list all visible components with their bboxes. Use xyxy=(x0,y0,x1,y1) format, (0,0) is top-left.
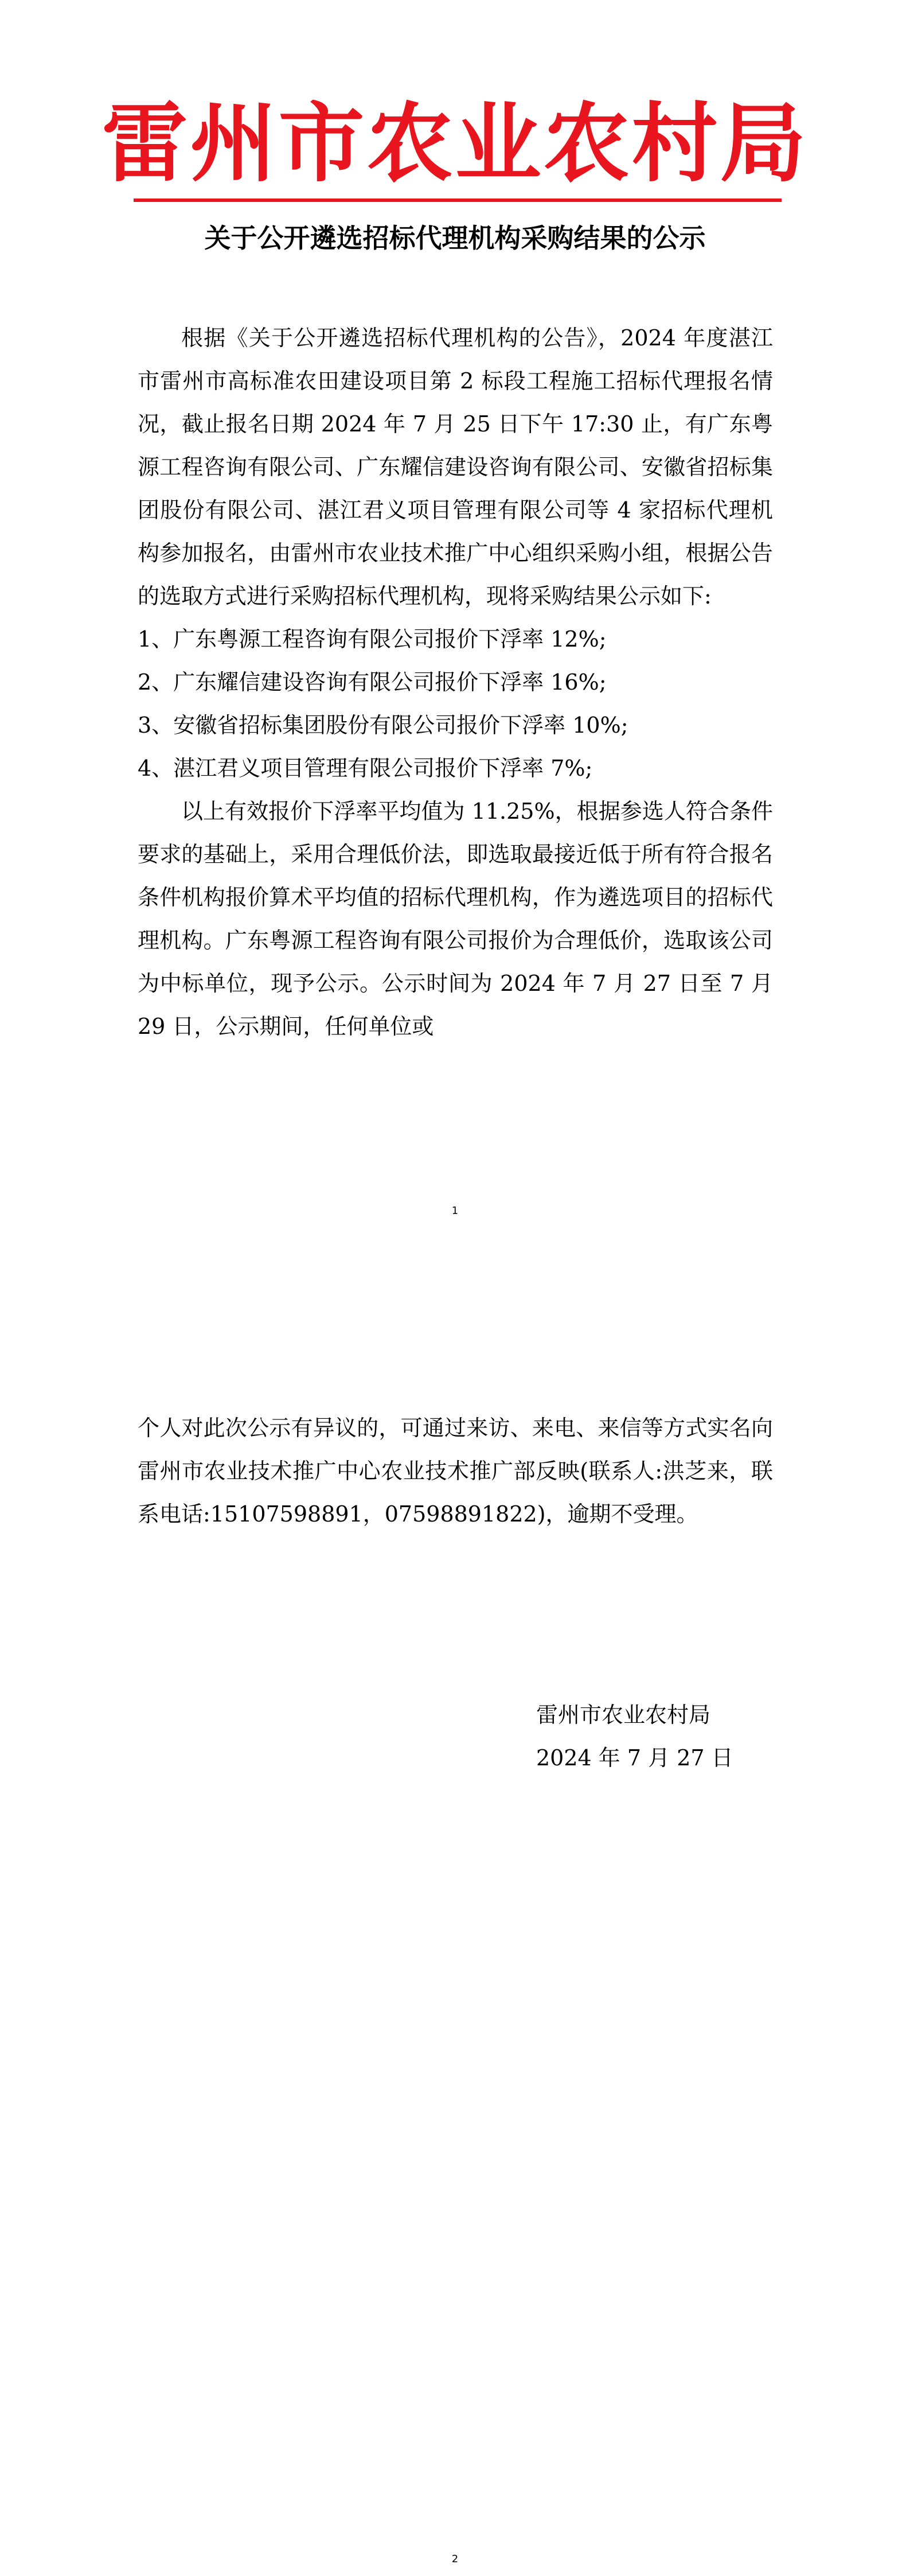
document-page-2 xyxy=(0,1297,910,2576)
signature-date: 2024 年 7 月 27 日 xyxy=(536,1745,733,1770)
signature-organization: 雷州市农业农村局 xyxy=(536,1702,711,1727)
continuation-paragraph: 个人对此次公示有异议的，可通过来访、来电、来信等方式实名向雷州市农业技术推广中心农业技术推广部反映(联系人:洪芝来，联系电话:15107598891，07598891822)，逾期不受理。 xyxy=(138,1415,773,1527)
notice-body-continued xyxy=(138,1407,773,1536)
result-item-2: 2、广东耀信建设咨询有限公司报价下浮率 16%; xyxy=(138,670,607,695)
conclusion-paragraph: 以上有效报价下浮率平均值为 11.25%，根据参选人符合条件要求的基础上，采用合理低价法，即选取最接近低于所有符合报名条件机构报价算术平均值的招标代理机构，作为遴选项目的招标代理机构。广东粤源工程咨询有限公司报价为合理低价，选取该公司为中标单位，现予公示。公示时间为 2024 年 7 月 27 日至 7 月 29 日，公示期间，任何单位或 xyxy=(138,799,773,1039)
page-number-2: 2 xyxy=(451,2553,459,2565)
intro-paragraph: 根据《关于公开遴选招标代理机构的公告》，2024 年度湛江市雷州市高标准农田建设项目第 2 标段工程施工招标代理报名情况，截止报名日期 2024 年 7 月 25 日下午 17:30 止，有广东粤源工程咨询有限公司、广东耀信建设咨询有限公司、安徽省招标集团股份有限公司、湛江君义项目管理有限公司等 4 家招标代理机构参加报名，由雷州市农业技术推广中心组织采购小组，根据公告的选取方式进行采购招标代理机构，现将采购结果公示如下: xyxy=(138,325,773,609)
document-title: 关于公开遴选招标代理机构采购结果的公示 xyxy=(204,223,706,254)
result-item-3: 3、安徽省招标集团股份有限公司报价下浮率 10%; xyxy=(138,713,628,738)
page-number-1: 1 xyxy=(451,1205,459,1217)
result-item-1: 1、广东粤源工程咨询有限公司报价下浮率 12%; xyxy=(138,627,607,652)
notice-body xyxy=(138,317,773,1048)
agency-header: 雷州市农业农村局 xyxy=(101,93,809,194)
result-item-4: 4、湛江君义项目管理有限公司报价下浮率 7%; xyxy=(138,756,593,781)
header-red-rule xyxy=(134,199,782,202)
